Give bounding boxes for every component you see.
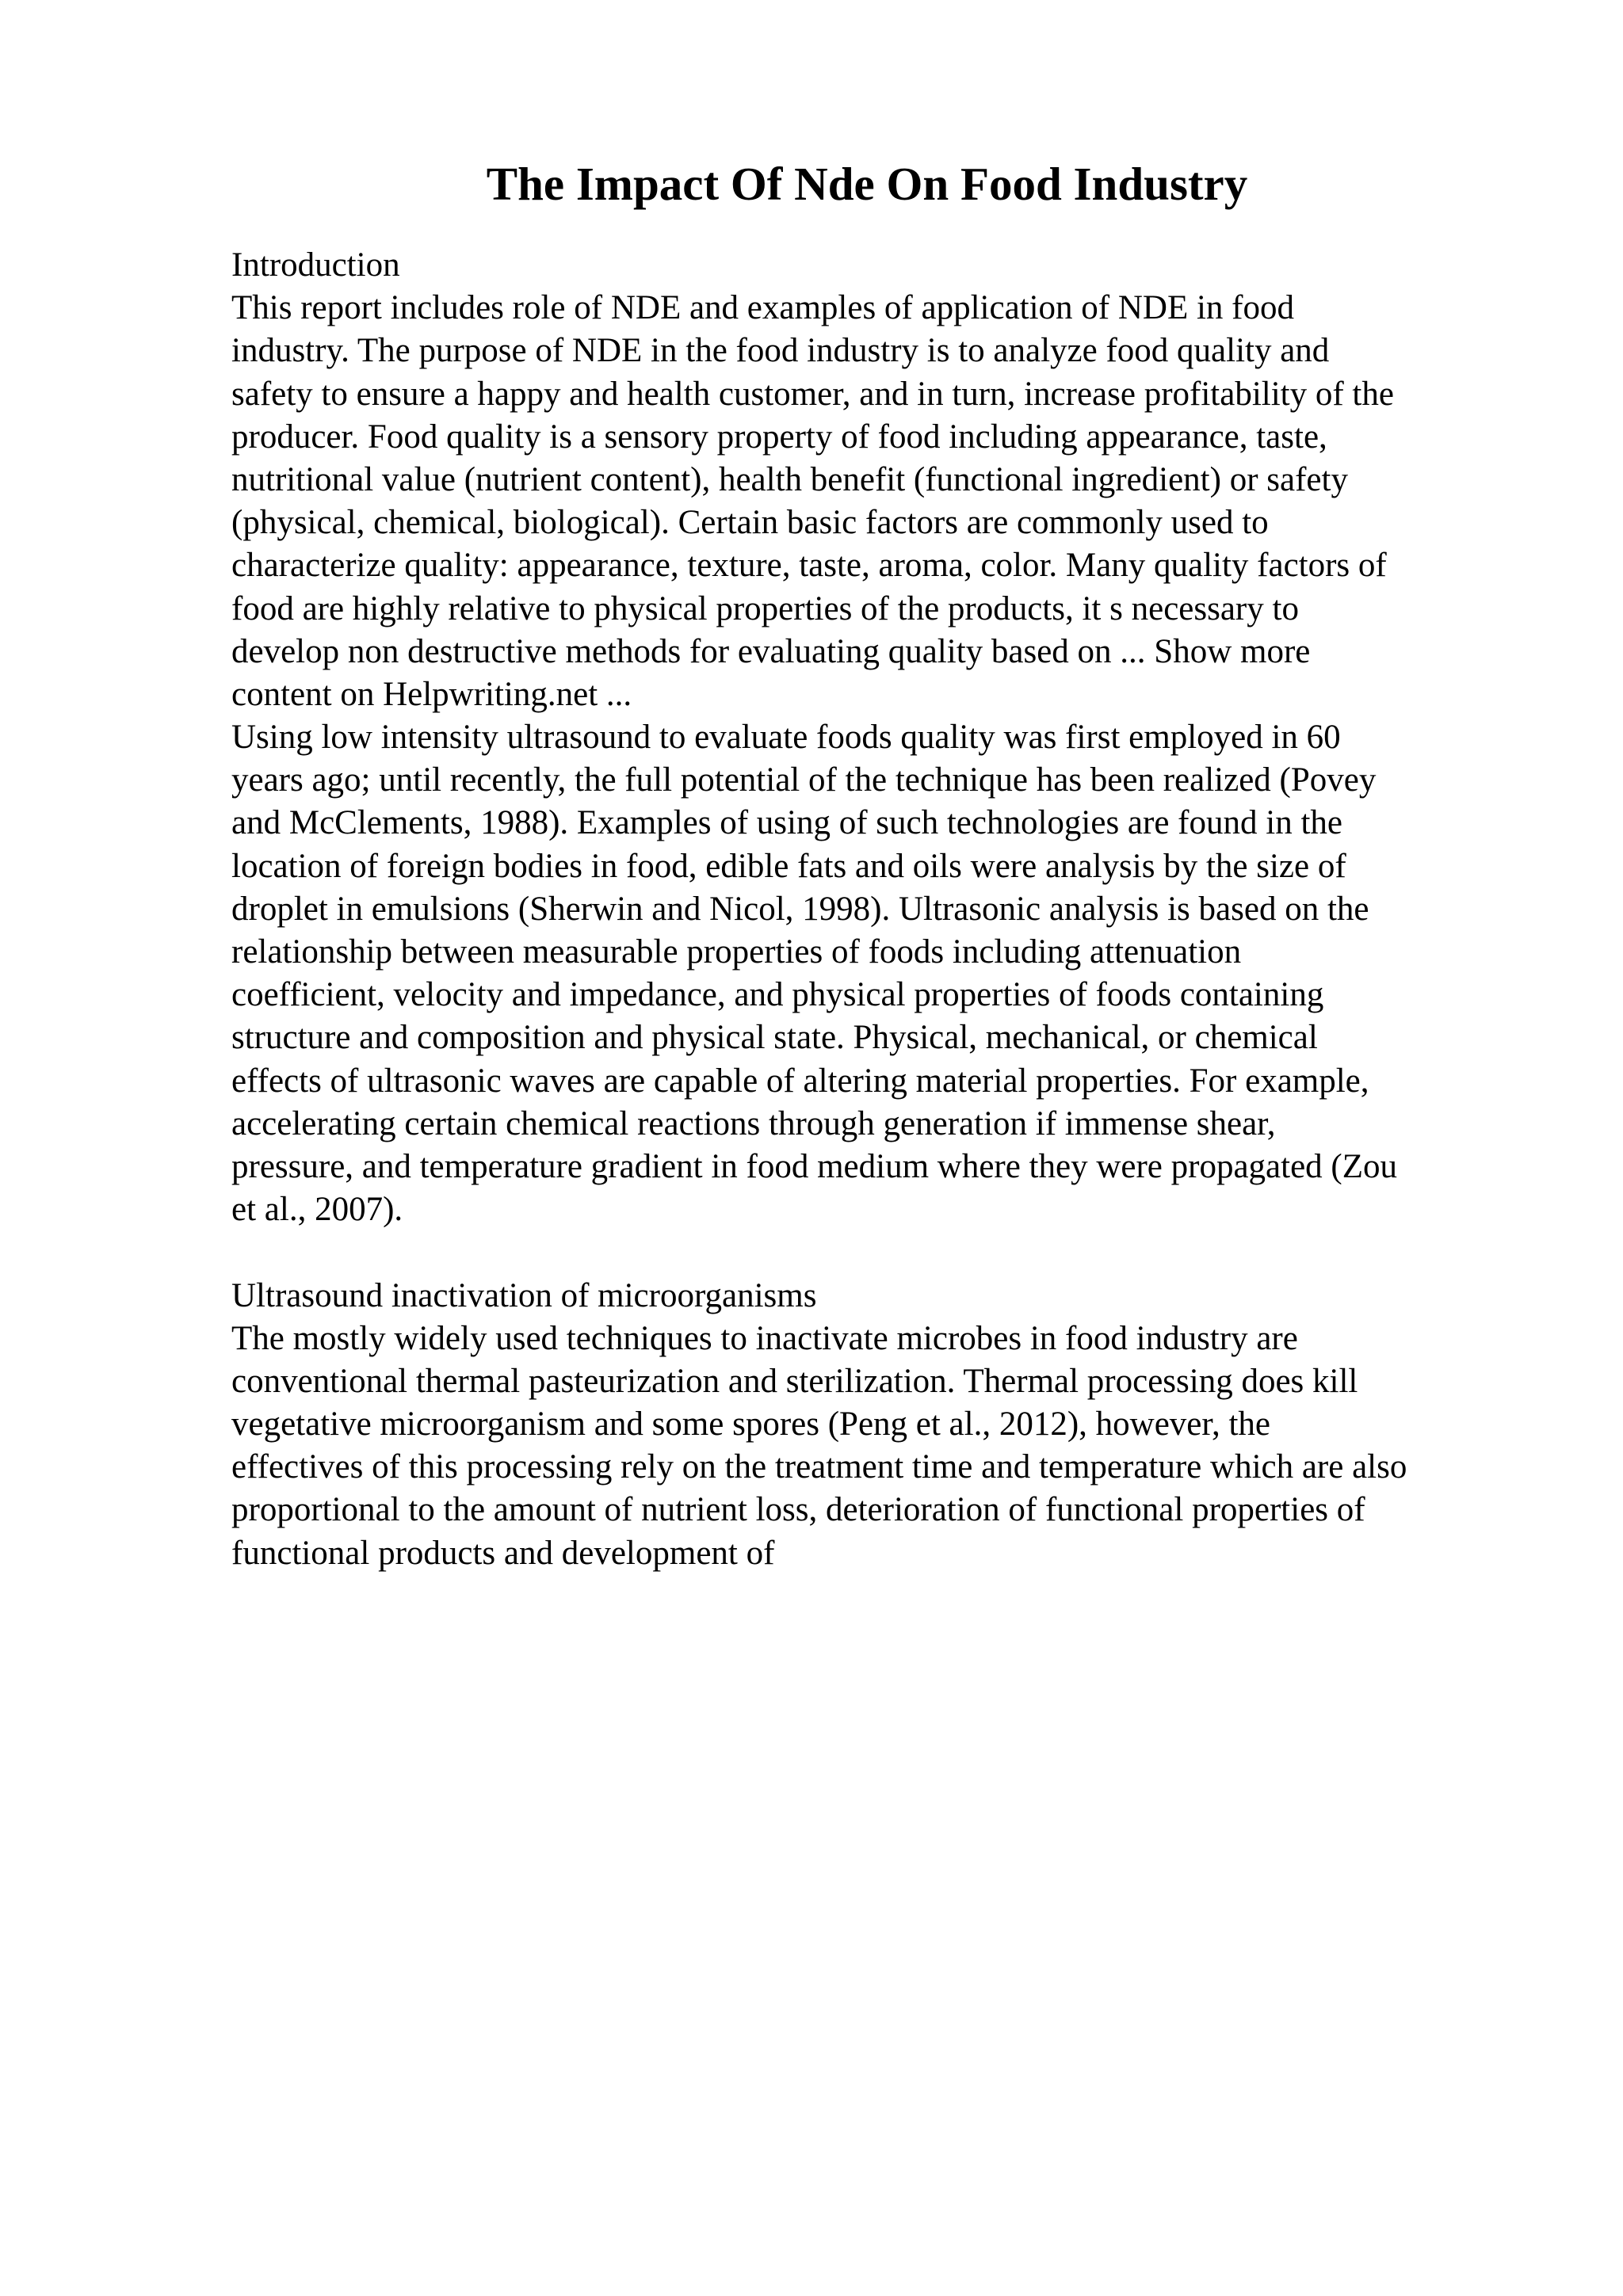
text-line: location of foreign bodies in food, edible fats and oils were analysis by the size of bbox=[231, 847, 1346, 885]
text-line: relationship between measurable properties of foods including attenuation bbox=[231, 933, 1242, 971]
text-line: and McClements, 1988). Examples of using of such technologies are found in the bbox=[231, 804, 1342, 842]
text-line: droplet in emulsions (Sherwin and Nicol, 1998). Ultrasonic analysis is based on the bbox=[231, 890, 1369, 928]
text-line: Introduction bbox=[231, 246, 400, 284]
text-line: effectives of this processing rely on the treatment time and temperature which are also bbox=[231, 1448, 1407, 1486]
text-line: et al., 2007). bbox=[231, 1191, 403, 1229]
text-line: Using low intensity ultrasound to evaluate foods quality was first employed in 60 bbox=[231, 719, 1341, 757]
text-line: producer. Food quality is a sensory property of food including appearance, taste, bbox=[231, 418, 1327, 456]
text-line: vegetative microorganism and some spores (Peng et al., 2012), however, the bbox=[231, 1405, 1271, 1444]
text-line: food are highly relative to physical properties of the products, it s necessary to bbox=[231, 589, 1299, 627]
text-line: safety to ensure a happy and health customer, and in turn, increase profitability of the bbox=[231, 375, 1394, 413]
text-line: proportional to the amount of nutrient loss, deterioration of functional properties of bbox=[231, 1491, 1365, 1529]
document-title: The Impact Of Nde On Food Industry bbox=[486, 158, 1248, 210]
text-line: (physical, chemical, biological). Certain basic factors are commonly used to bbox=[231, 504, 1269, 542]
blank-line bbox=[231, 1231, 1547, 1274]
text-line: structure and composition and physical state. Physical, mechanical, or chemical bbox=[231, 1019, 1318, 1057]
text-line: conventional thermal pasteurization and sterilization. Thermal processing does kill bbox=[231, 1362, 1358, 1400]
document-body bbox=[231, 244, 1547, 1575]
text-line: accelerating certain chemical reactions through generation if immense shear, bbox=[231, 1104, 1276, 1142]
text-line: content on Helpwriting.net ... bbox=[231, 675, 632, 713]
text-line: This report includes role of NDE and examples of application of NDE in food bbox=[231, 289, 1294, 327]
text-line: functional products and development of bbox=[231, 1534, 775, 1572]
text-line: The mostly widely used techniques to inactivate microbes in food industry are bbox=[231, 1319, 1298, 1357]
text-line: nutritional value (nutrient content), health benefit (functional ingredient) or safety bbox=[231, 460, 1348, 498]
text-line: effects of ultrasonic waves are capable of altering material properties. For example, bbox=[231, 1062, 1369, 1100]
text-line: pressure, and temperature gradient in food medium where they were propagated (Zou bbox=[231, 1147, 1397, 1185]
text-line: years ago; until recently, the full potential of the technique has been realized (Povey bbox=[231, 761, 1377, 799]
text-line: industry. The purpose of NDE in the food industry is to analyze food quality and bbox=[231, 332, 1330, 370]
text-line: coefficient, velocity and impedance, and physical properties of foods containing bbox=[231, 976, 1324, 1014]
text-line: develop non destructive methods for evaluating quality based on ... Show more bbox=[231, 632, 1311, 670]
text-line: Ultrasound inactivation of microorganisms bbox=[231, 1276, 817, 1314]
text-line: characterize quality: appearance, texture, taste, aroma, color. Many quality factors of bbox=[231, 547, 1387, 585]
